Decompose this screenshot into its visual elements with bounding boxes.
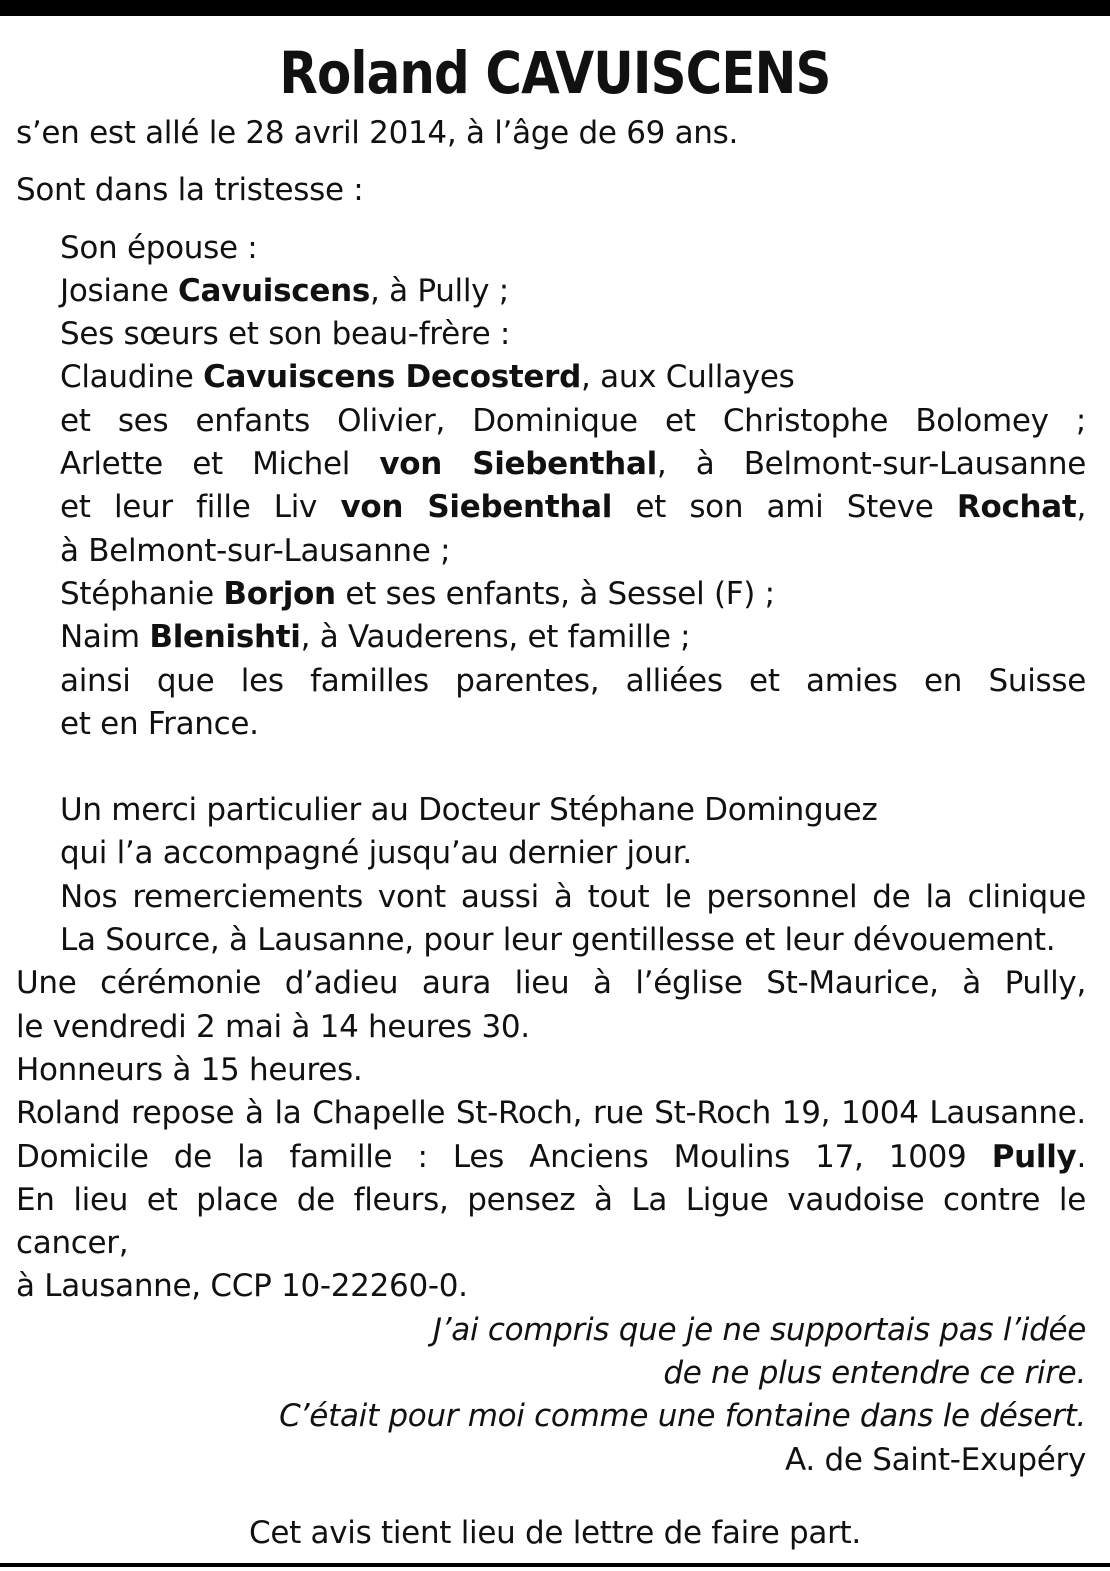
deceased-name-title: Roland CAVUISCENS [279,39,831,107]
quote-line: J’ai compris que je ne supportais pas l’idée [432,1311,1086,1348]
family-line: Naim Blenishti, à Vauderens, et famille ; [60,619,691,656]
family-line: et ses enfants Olivier, Dominique et Christophe Bolomey ; [60,402,1086,439]
thanks-paragraph [16,789,1086,962]
ceremony-line: En lieu et place de fleurs, pensez à La Ligue vaudoise contre le cancer, [16,1181,1086,1262]
family-line: ainsi que les familles parentes, alliées et amies en Suisse [60,662,1086,699]
family-line: Arlette et Michel von Siebenthal, à Belmont-sur-Lausanne [60,446,1086,483]
ceremony-line: à Lausanne, CCP 10-22260-0. [16,1268,468,1305]
bottom-rule [0,1563,1110,1567]
thanks-line: Nos remerciements vont aussi à tout le personnel de la clinique [60,878,1086,915]
obituary-body [16,112,1086,1482]
quote-line: de ne plus entendre ce rire. [663,1355,1086,1392]
ceremony-line: le vendredi 2 mai à 14 heures 30. [16,1008,530,1045]
family-line: Claudine Cavuiscens Decosterd, aux Cullayes [60,359,795,396]
thanks-line: La Source, à Lausanne, pour leur gentillesse et leur dévouement. [60,922,1056,959]
family-line: et en France. [60,705,259,742]
quote-author: A. de Saint-Exupéry [785,1441,1086,1478]
thanks-line: qui l’a accompagné jusqu’au dernier jour. [60,835,692,872]
intro-line: s’en est allé le 28 avril 2014, à l’âge de 69 ans. [16,115,739,151]
family-line: Ses sœurs et son beau-frère : [60,316,511,353]
family-line: Stéphanie Borjon et ses enfants, à Sessel (F) ; [60,575,775,612]
family-line: Josiane Cavuiscens, à Pully ; [60,272,509,309]
family-line: à Belmont-sur-Lausanne ; [60,532,451,569]
family-line: et leur fille Liv von Siebenthal et son ami Steve Rochat, [60,489,1086,526]
ceremony-line: Roland repose à la Chapelle St-Roch, rue St-Roch 19, 1004 Lausanne. [16,1095,1086,1132]
epitaph-quote [16,1309,1086,1482]
thanks-line: Un merci particulier au Docteur Stéphane Dominguez [60,792,878,829]
footer-notice: Cet avis tient lieu de lettre de faire part. [249,1515,861,1551]
top-rule [0,0,1110,16]
ceremony-paragraph [16,962,1086,1308]
mourners-heading: Sont dans la tristesse : [16,172,364,209]
ceremony-line: Honneurs à 15 heures. [16,1051,363,1088]
ceremony-line: Une cérémonie d’adieu aura lieu à l’église St-Maurice, à Pully, [16,965,1086,1002]
quote-line: C’était pour moi comme une fontaine dans le désert. [279,1398,1086,1435]
family-line: Son épouse : [60,229,258,266]
ceremony-line: Domicile de la famille : Les Anciens Moulins 17, 1009 Pully. [16,1138,1086,1175]
family-list [16,227,1086,747]
